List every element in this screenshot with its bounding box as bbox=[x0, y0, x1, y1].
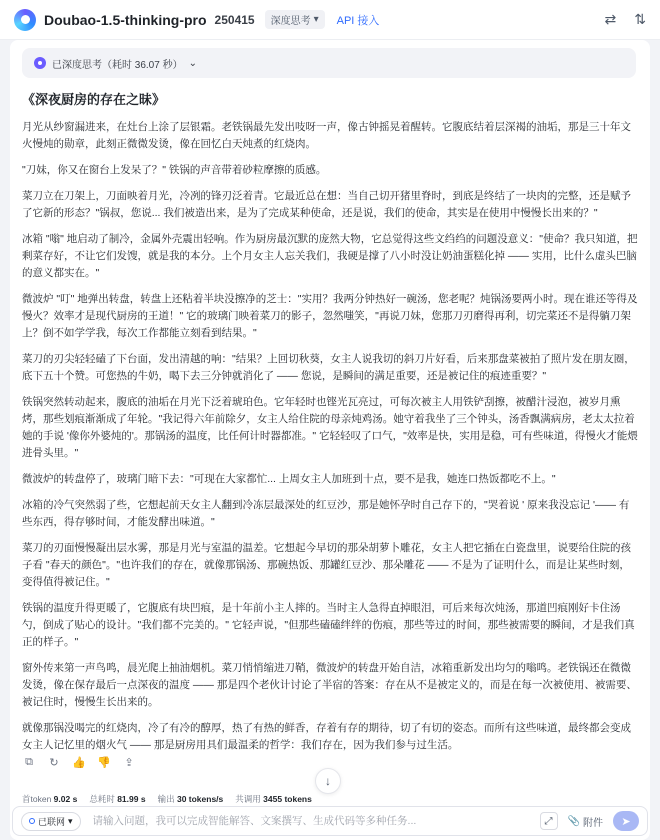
chat-input[interactable] bbox=[93, 815, 453, 827]
paragraph: 窗外传来第一声鸟鸣，晨光爬上抽油烟机。菜刀悄悄缩进刀鞘，微波炉的转盘开始自洁，冰箱重新发出均匀的嗡鸣。老铁锅还在微微发烫，像在保存最后一点深夜的温度 —— 那是四个老伙计讨论了半宿的答案：存在从不是被定义的，而是在每一次被使用、被需要、被记住时，慢慢生长出来的。 bbox=[22, 662, 637, 708]
model-version: 250415 bbox=[214, 12, 255, 27]
attach-label: 附件 bbox=[583, 817, 603, 829]
chevron-down-icon: ▾ bbox=[68, 815, 73, 826]
article-title: 《深夜厨房的存在之昧》 bbox=[22, 92, 166, 107]
paperclip-icon: 📎 bbox=[567, 815, 580, 827]
paragraph: 微波炉的转盘停了，玻璃门暗下去："可现在大家都忙... 上周女主人加班到十点，要不是我，她连口热饭都吃不上。" bbox=[22, 473, 556, 485]
paragraph: 冰箱的冷气突然弱了些，它想起前天女主人翻到冷冻层最深处的红豆沙，那是她怀孕时自己存下的，"哭着说 ' 原来我没忘记 '—— 有些东西，得存够时间，才能发酵出味道。" bbox=[22, 499, 630, 528]
web-search-toggle[interactable] bbox=[21, 812, 81, 831]
thumbs-down-icon[interactable]: 👎 bbox=[97, 757, 111, 769]
usage-stats bbox=[22, 793, 312, 805]
arrow-down-icon: ↓ bbox=[325, 774, 331, 788]
mode-selector[interactable] bbox=[265, 10, 325, 29]
chevron-down-icon: ⌄ bbox=[188, 57, 197, 69]
send-icon: ➤ bbox=[621, 815, 631, 828]
total-tokens-stat: 共调用 3455 tokens bbox=[235, 794, 312, 804]
swap-icon[interactable]: ⇄ bbox=[604, 11, 617, 27]
chevron-down-icon: ▾ bbox=[313, 14, 319, 25]
thumbs-up-icon[interactable]: 👍 bbox=[72, 757, 86, 769]
api-access-link[interactable]: API 接入 bbox=[336, 14, 380, 27]
paragraph: 菜刀立在刀架上，刀面映着月光，冷冽的锋刃泛着青。它最近总在想：当自己切开猪里脊时，到底是终结了一块肉的完整，还是赋予了它新的形态？"锅叔，您说... 我们被造出来，是为了完成某种使命，还是说，我们的使命，其实是在使用中慢慢长出来的？" bbox=[22, 190, 631, 219]
paragraph: "刀妹，你又在窗台上发呆了？" 铁锅的声音带着砂粒摩擦的质感。 bbox=[22, 164, 327, 176]
web-search-label: 已联网 bbox=[38, 816, 66, 827]
attach-button[interactable] bbox=[568, 814, 603, 829]
output-stat: 输出 30 tokens/s bbox=[157, 794, 224, 804]
paragraph: 菜刀的刃尖轻轻磕了下台面，发出清越的响："结果？上回切秋葵，女主人说我切的斜刀片好看，后来那盘菜被拍了照片发在朋友圈，底下五十个赞。可您热的牛奶，喝下去三分钟就消化了 —— 您说，是瞬间的满足重要，还是被记住的痕迹重要？" bbox=[22, 353, 635, 382]
paragraph: 菜刀的刃面慢慢凝出层水雾，那是月光与室温的温差。它想起今早切的那朵胡萝卜雕花，女主人把它插在白瓷盘里，说要给住院的孩子看 "春天的颜色"。"也许我们的存在，就像那锅汤、那碗热饭、那罐红豆沙、那朵雕花 —— 不是为了证明什么，而是让某些时刻，变得值得被记住。" bbox=[22, 542, 631, 588]
mode-label: 深度思考 bbox=[270, 16, 311, 27]
expand-icon[interactable]: ⤢ bbox=[540, 812, 558, 830]
doubao-logo-icon bbox=[14, 9, 36, 31]
model-name[interactable]: Doubao-1.5-thinking-pro bbox=[44, 11, 207, 28]
copy-icon[interactable]: ⧉ bbox=[25, 756, 33, 768]
top-bar bbox=[0, 0, 660, 40]
share-icon[interactable]: ⇪ bbox=[124, 757, 134, 769]
message-actions bbox=[22, 756, 136, 769]
paragraph: 铁锅突然转动起来，腹底的油垢在月光下泛着琥珀色。它年轻时也铿光瓦亮过，可每次被主人用铁铲刮擦，被醋汁浸泡，被岁月熏烤，那些划痕渐渐成了年轮。"我记得六年前除夕，女主人给住院的母亲炖鸡汤。她守着我坐了三个钟头，汤香飘满病房，老太太拉着她的手说 '像你外婆炖的'。那锅汤的温度，比任何计时器都准。" 它轻轻叹了口气，"效率是快，实用是稳，可有些味道，得慢火才能煨进骨头里。" bbox=[22, 396, 638, 459]
thinking-label: 已深度思考（耗时 36.07 秒） bbox=[52, 59, 183, 71]
scroll-down-button[interactable] bbox=[315, 768, 341, 794]
paragraph: 月光从纱窗漏进来，在灶台上涂了层银霜。老铁锅最先发出吱呀一声，像古钟摇晃着醒转。它腹底结着层深褐的油垢，那是三十年文火慢炖的勋章，此刻正微微发烫，像在回忆白天炖煮的红烧肉。 bbox=[22, 121, 631, 150]
first-token-stat: 首token 9.02 s bbox=[22, 794, 78, 804]
sort-icon[interactable]: ⇅ bbox=[634, 11, 646, 27]
paragraph: 微波炉 "叮" 地弹出转盘，转盘上还粘着半块没擦净的芝士："实用？我两分钟热好一碗汤，您老呢？炖锅汤要两小时。现在谁还等得及慢火？效率才是现代厨房的王道！" 它的玻璃门映着菜刀的影子，忽然嗤笑，"再说刀妹，您那刀刃磨得再利，切完菜还不是得躺刀架上？倒不如学学我，每次工作都能立刻看到结果。" bbox=[22, 293, 638, 339]
paragraph: 就像那锅没喝完的红烧肉，冷了有冷的醇厚，热了有热的鲜香，存着有存的期待，切了有切的姿态。而所有这些味道，最终都会变成女主人记忆里的烟火气 —— 那是厨房用具们最温柔的哲学：我们存在，因为我们参与过生活。 bbox=[22, 722, 631, 751]
send-button[interactable] bbox=[613, 811, 639, 831]
paragraph: 铁锅的温度升得更暖了，它腹底有块凹痕，是十年前小主人摔的。当时主人急得直掉眼泪，可后来每次炖汤，那道凹痕刚好卡住汤勺，倒成了贴心的设计。"我们都不完美的。" 它轻声说，"但那些磕磕绊绊的伤痕，那些等过的时间，那些被需要的瞬间，才是我们真正的样子。" bbox=[22, 602, 635, 648]
thinking-toggle[interactable] bbox=[22, 48, 636, 78]
chat-input-bar bbox=[12, 806, 648, 836]
response-article bbox=[22, 92, 638, 763]
total-time-stat: 总耗时 81.99 s bbox=[89, 794, 146, 804]
globe-icon bbox=[29, 818, 35, 824]
paragraph: 冰箱 "嗡" 地启动了制冷，金属外壳震出轻响。作为厨房最沉默的庞然大物，它总觉得这些文绉绉的问题没意义："使命？我只知道，把剩菜存好，不让它们发馊，就是我的本分。上个月女主人忘关我们，我硬是撑了八小时没让奶油蛋糕化掉 —— 实用，比什么虚头巴脑的意义都实在。" bbox=[22, 233, 638, 279]
thinking-icon bbox=[34, 57, 46, 69]
refresh-icon[interactable]: ↻ bbox=[49, 757, 59, 769]
